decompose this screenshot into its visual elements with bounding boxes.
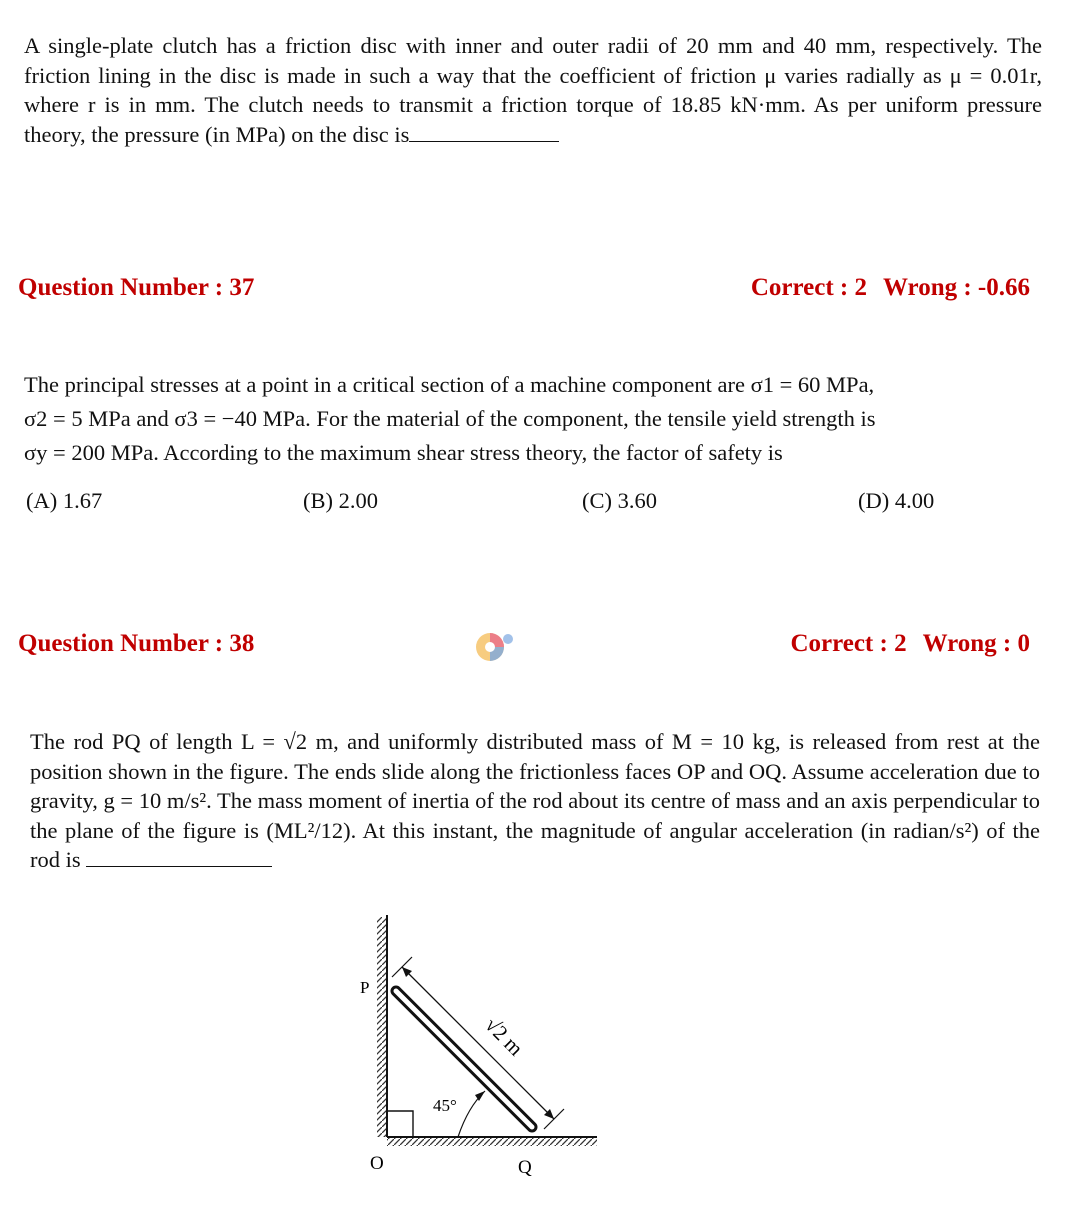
wall-hatching — [377, 917, 387, 1137]
question-37-line-1: The principal stresses at a point in a critical section of a machine component are σ1 = 60 MPa, — [24, 372, 875, 397]
question-37-line-3: σy = 200 MPa. According to the maximum shear stress theory, the factor of safety is — [24, 440, 783, 465]
length-label: √2 m — [480, 1012, 529, 1061]
floor-hatching — [387, 1137, 597, 1146]
option-c[interactable]: (C) 3.60 — [582, 488, 657, 513]
question-36-text: A single-plate clutch has a friction disc with inner and outer radii of 20 mm and 40 mm, respectively. The friction lining in the disc is made in such a way that the coefficient of friction μ varies radially as μ = 0.01r, where r is in mm. The clutch needs to transmit a friction torque of 18.85 kN·mm. As per uniform pressure theory, the pressure (in MPa) on the disc is — [24, 33, 1042, 147]
option-d[interactable]: (D) 4.00 — [858, 488, 935, 513]
question-marks — [751, 274, 1030, 302]
question-38-header — [18, 630, 1036, 664]
question-number: Question Number : 38 — [18, 630, 255, 657]
question-38-text: The rod PQ of length L = √2 m, and uniformly distributed mass of M = 10 kg, is released from rest at the position shown in the figure. The ends slide along the frictionless faces OP and OQ. Assume acceleration due to gravity, g = 10 m/s². The mass moment of inertia of the rod about its centre of mass and an axis perpendicular to the plane of the figure is (ML²/12). At this instant, the magnitude of angular acceleration (in radian/s²) of the rod is — [30, 729, 1040, 872]
point-p-label: P — [360, 978, 370, 997]
watermark-logo-icon — [470, 625, 516, 669]
question-37-text-block — [24, 368, 1042, 470]
correct-marks: Correct : 2 — [790, 630, 907, 657]
question-36-text-block — [24, 31, 1042, 149]
question-37-options — [26, 488, 1036, 520]
angle-arc — [458, 1091, 485, 1137]
answer-blank — [86, 846, 272, 867]
wrong-marks: Wrong : 0 — [922, 630, 1030, 657]
question-number: Question Number : 37 — [18, 274, 255, 301]
question-marks — [790, 630, 1030, 658]
option-b[interactable]: (B) 2.00 — [303, 488, 378, 513]
point-q-label: Q — [518, 1157, 532, 1178]
correct-marks: Correct : 2 — [750, 274, 867, 301]
point-o-label: O — [370, 1153, 384, 1174]
answer-blank — [409, 121, 559, 142]
option-a[interactable]: (A) 1.67 — [26, 488, 103, 513]
rod-figure — [340, 905, 630, 1185]
question-37-header — [18, 274, 1036, 308]
right-angle-marker — [387, 1111, 413, 1137]
angle-label: 45° — [433, 1096, 457, 1115]
question-37-line-2: σ2 = 5 MPa and σ3 = −40 MPa. For the material of the component, the tensile yield strength is — [24, 406, 876, 431]
wrong-marks: Wrong : -0.66 — [883, 274, 1030, 301]
question-38-text-block — [30, 727, 1040, 875]
